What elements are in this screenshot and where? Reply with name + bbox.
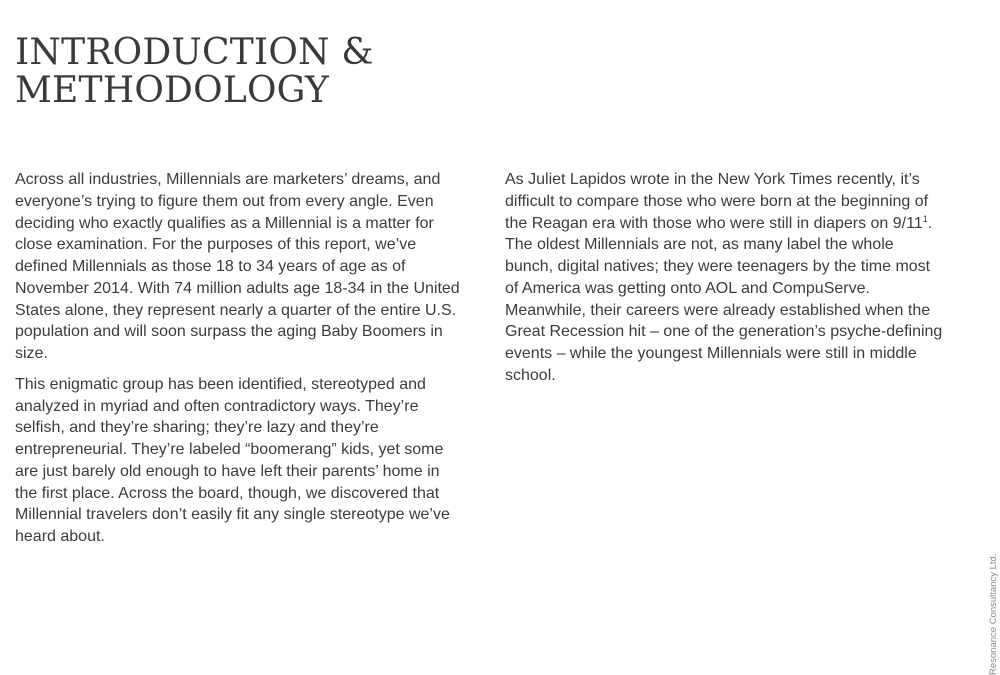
right-paragraph-text-before-footnote: As Juliet Lapidos wrote in the New York Times recently, it’s difficult to compare those who were born at the beginning of the Reagan era with those who were still in diapers on 9/11 bbox=[505, 171, 929, 232]
left-paragraph-2: This enigmatic group has been identified, stereotyped and analyzed in myriad and often contradictory ways. They’re selfish, and they’re sharing; they’re lazy and they’re entrepreneurial. They’re labeled “boomerang” kids, yet some are just barely old enough to have left their parents’ home in the first place. Across the board, though, we discovered that Millennial travelers don’t easily fit any single stereotype we’ve heard about. bbox=[15, 375, 450, 545]
left-column bbox=[15, 169, 465, 557]
right-column bbox=[505, 169, 945, 396]
page-title-line-2: METHODOLOGY bbox=[15, 70, 329, 111]
footnote-marker: 1 bbox=[922, 213, 928, 224]
copyright-credit: Resonance Consultancy Ltd. bbox=[988, 553, 999, 675]
page-title bbox=[15, 34, 615, 110]
left-paragraph-1: Across all industries, Millennials are marketers’ dreams, and everyone’s trying to figure them out from every angle. Even deciding who exactly qualifies as a Millennial is a matter for close examination. For the purposes of this report, we’ve defined Millennials as those 18 to 34 years of age as of November 2014. With 74 million adults age 18-34 in the United States alone, they represent nearly a quarter of the entire U.S. population and will soon surpass the aging Baby Boomers in size. bbox=[15, 171, 460, 362]
page-title-line-1: INTRODUCTION & bbox=[15, 32, 374, 73]
right-paragraph-1 bbox=[505, 169, 945, 387]
right-paragraph-text-after-footnote: . The oldest Millennials are not, as many label the whole bunch, digital natives; they were teenagers by the time most of America was getting onto AOL and CompuServe. Meanwhile, their careers were already established when the Great Recession hit – one of the generation’s psyche-defining events – while the youngest Millennials were still in middle school. bbox=[505, 214, 943, 384]
